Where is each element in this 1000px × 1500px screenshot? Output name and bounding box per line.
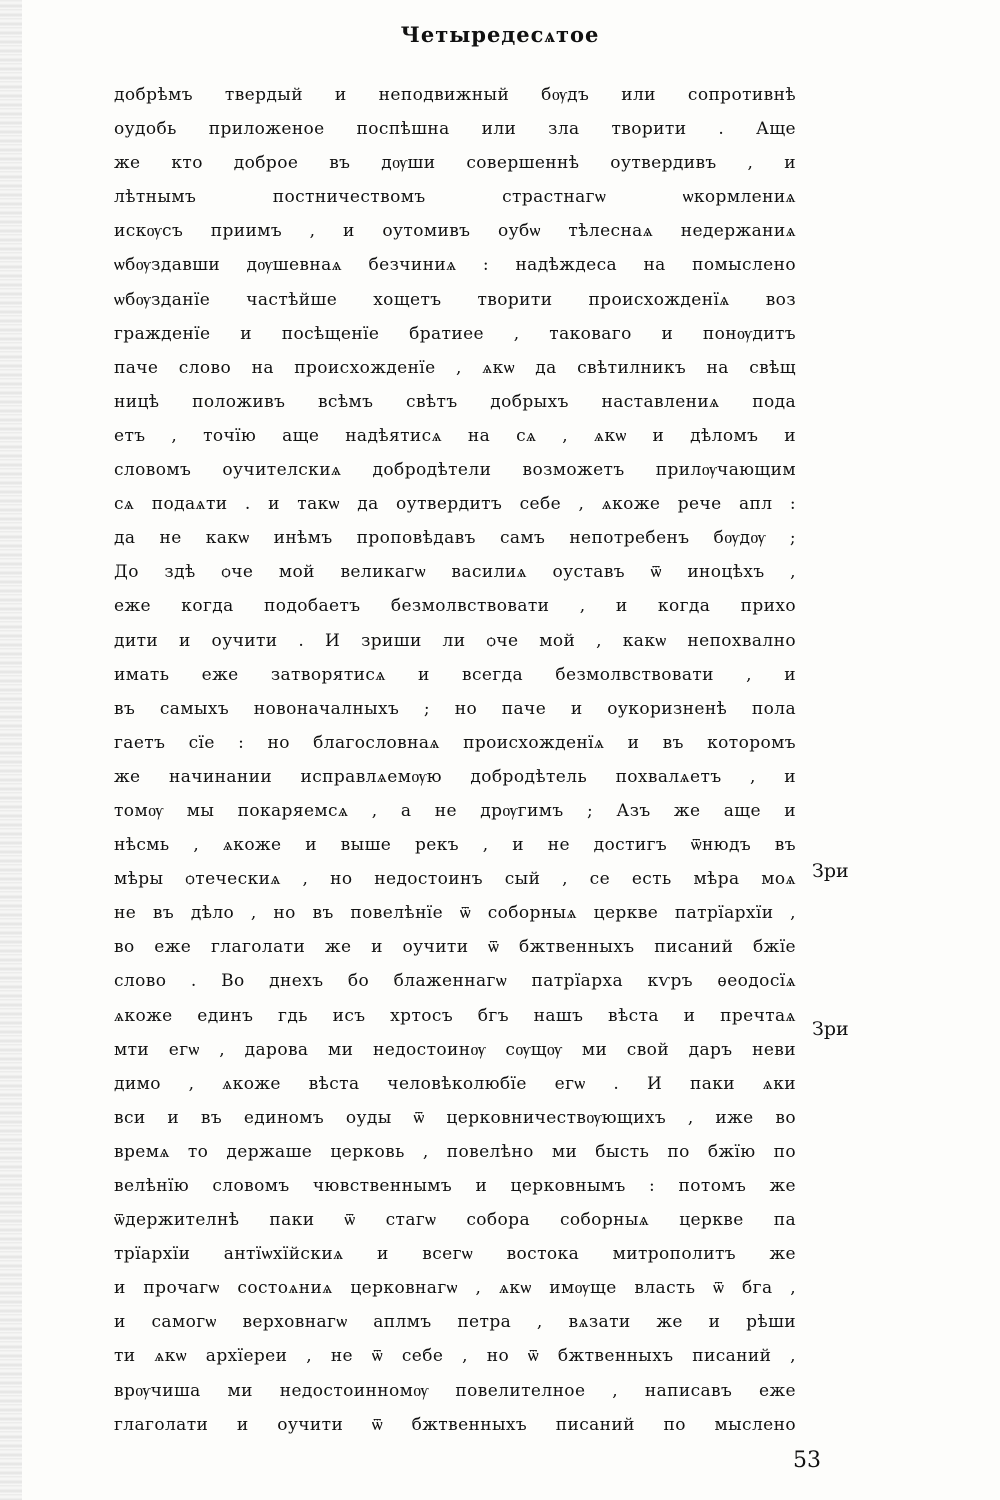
text-line: трїархїи антїѡхїйскиѧ и всегѡ востока митрополитъ же — [114, 1244, 796, 1265]
text-line: велѣнїю словомъ чювственнымъ и церковнымъ : потомъ же — [114, 1176, 796, 1196]
text-line: дити и оучити . И зриши ли ѻче мой , какѡ непохвално — [114, 630, 796, 651]
text-line: слово . Во днехъ бо блаженнагѡ патрїарха кѵръ ѳеодосїѧ — [114, 971, 796, 992]
margin-note-zri: Зри — [812, 860, 849, 882]
text-line: ницѣ положивъ всѣмъ свѣтъ добрыхъ наставлениѧ пода — [114, 391, 796, 412]
text-line: мти егѡ , дарова ми недостоинѹ сѹщѹ ми свой даръ неви — [114, 1039, 796, 1060]
text-line: и самогѡ верховнагѡ аплмъ петра , вѧзати же и рѣши — [114, 1312, 796, 1333]
text-line: лѣтнымъ постничествомъ страстнагѡ ѡкормлениѧ — [114, 187, 796, 208]
text-line: же начинании исправлѧемѹю добродѣтель похвалѧетъ , и — [114, 766, 796, 787]
text-line: гаетъ сїе : но благословнаѧ происхожденїѧ и въ которомъ — [114, 732, 796, 753]
text-line: сѧ подаѧти . и такѡ да оутвердитъ себе , ѧкоже рече апл : — [114, 494, 796, 515]
text-line: имать еже затворятисѧ и всегда безмолвствовати , и — [114, 664, 796, 685]
page-left-edge-scan-shadow — [0, 0, 22, 1500]
text-line: во еже глаголати же и оучити ѿ бжтвенныхъ писаний бжїе — [114, 937, 796, 958]
text-line: нѣсмь , ѧкоже и выше рекъ , и не достигъ ѿнюдъ въ — [114, 835, 796, 856]
text-line: же кто доброе въ дѹши совершеннѣ оутвердивъ , и — [114, 153, 796, 174]
text-line: ти ѧкѡ архїереи , не ѿ себе , но ѿ бжтвенныхъ писаний , — [114, 1346, 796, 1367]
text-line: добрѣмъ твердый и неподвижный бѹдъ или сопротивнѣ — [114, 85, 796, 105]
text-line: томѹ мы покаряемсѧ , а не дрѹгимъ ; Азъ же аще и — [114, 800, 796, 821]
text-line: врѹчиша ми недостоинномѹ повелителное , написавъ еже — [114, 1380, 796, 1401]
text-line: глаголати и оучити ѿ бжтвенныхъ писаний по мыслено — [114, 1414, 796, 1435]
folio-number: 53 — [793, 1448, 821, 1473]
text-line: да не какѡ инѣмъ проповѣдавъ самъ непотребенъ бѹдѹ ; — [114, 528, 796, 549]
text-line: въ самыхъ новоначалныхъ ; но паче и оукоризненѣ пола — [114, 698, 796, 719]
text-line: искѹсъ приимъ , и оутомивъ оубѡ тѣлеснаѧ недержаниѧ — [114, 221, 796, 242]
text-line: и прочагѡ состоѧниѧ церковнагѡ , ѧкѡ имѹще власть ѿ бга , — [114, 1278, 796, 1299]
running-head: Четыредесѧтое — [400, 22, 600, 47]
text-line: словомъ оучителскиѧ добродѣтели возможетъ прилѹчающим — [114, 460, 796, 481]
text-line: оудобь приложеное поспѣшна или зла творити . Аще — [114, 119, 796, 140]
text-line: димо , ѧкоже вѣста человѣколюбїе егѡ . И паки ѧки — [114, 1073, 796, 1094]
text-line: етъ , точїю аще надѣятисѧ на сѧ , ѧкѡ и дѣломъ и — [114, 425, 796, 446]
text-line: ѧкоже единъ гдь исъ хртосъ бгъ нашъ вѣста и пречтаѧ — [114, 1005, 796, 1026]
text-line: До здѣ ѻче мой великагѡ василиѧ оуставъ ѿ иноцѣхъ , — [114, 562, 796, 583]
text-line: паче слово на происхожденїе , ѧкѡ да свѣтилникъ на свѣщ — [114, 357, 796, 378]
margin-note-zri: Зри — [812, 1018, 849, 1040]
text-line: гражденїе и посѣщенїе братиее , таковаго и понѹдитъ — [114, 323, 796, 344]
text-line: времѧ то держаше церковь , повелѣно ми бысть по бжїю по — [114, 1141, 796, 1162]
body-text-block — [114, 78, 796, 1442]
text-line: не въ дѣло , но въ повелѣнїе ѿ соборныѧ церкве патрїархїи , — [114, 903, 796, 924]
text-line: мѣры ѻтеческиѧ , но недостоинъ сый , се есть мѣра моѧ — [114, 869, 796, 890]
text-line: вси и въ единомъ оуды ѿ церковничествѹющихъ , иже во — [114, 1107, 796, 1128]
text-line: ѿдержителнѣ паки ѿ стагѡ собора соборныѧ церкве па — [114, 1210, 796, 1231]
text-line: еже когда подобаетъ безмолвствовати , и когда прихо — [114, 596, 796, 617]
text-line: ѡбѹзданїе частѣйше хощетъ творити происхожденїѧ воз — [114, 289, 796, 310]
text-line: ѡбѹздавши дѹшевнаѧ безчиниѧ : надѣждеса на помыслено — [114, 255, 796, 276]
